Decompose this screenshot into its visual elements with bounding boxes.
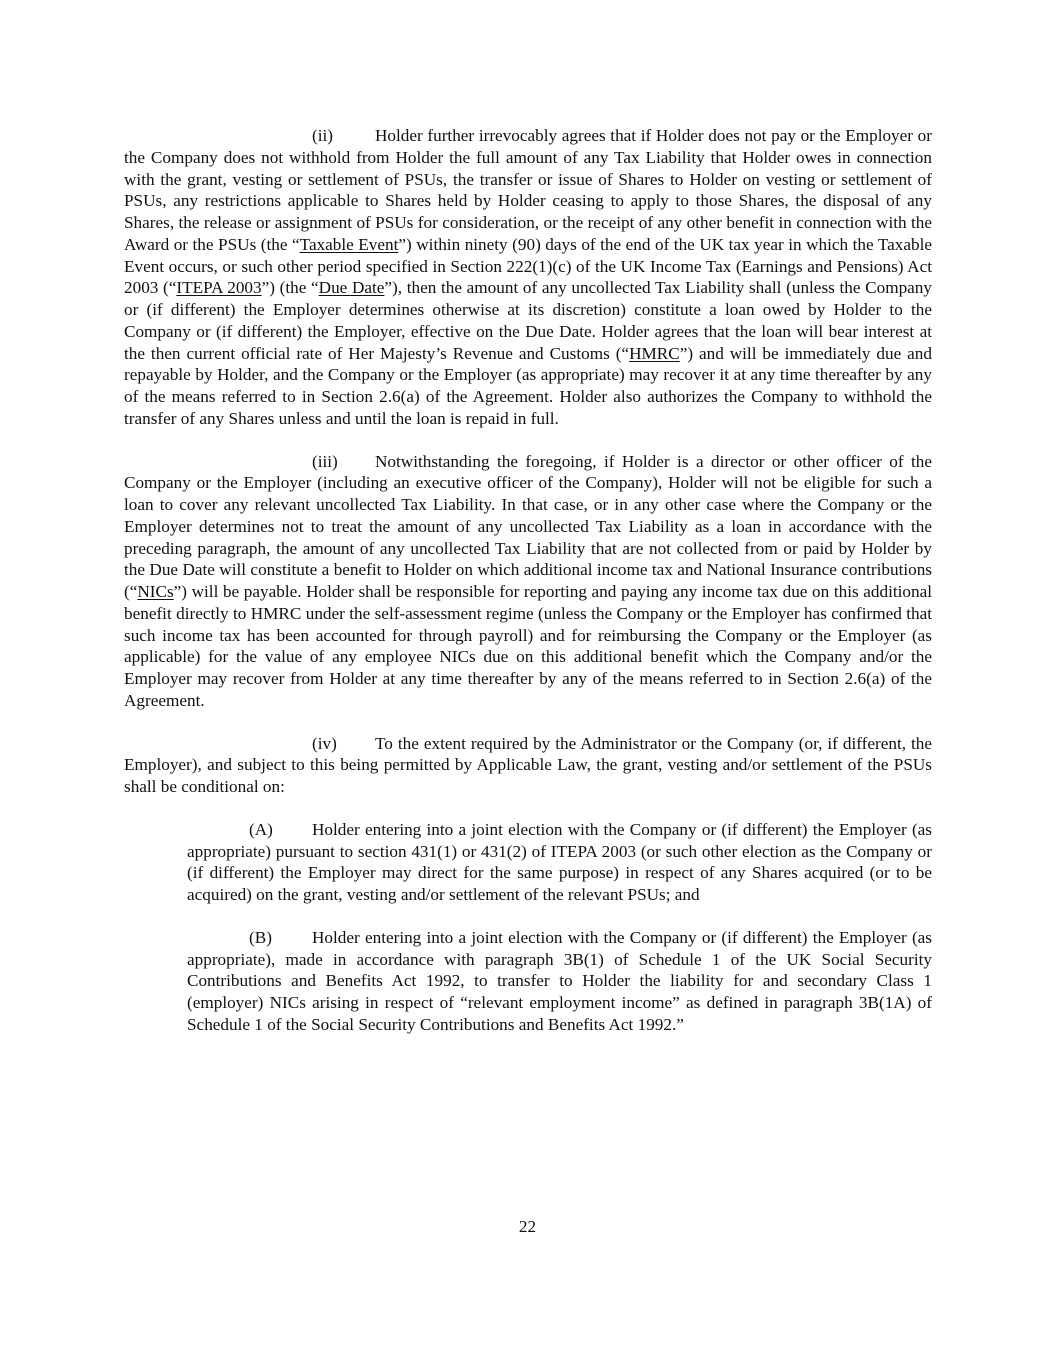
paragraph-text: ”) and will be immediately due and repayable by Holder, and the Company or the Employer (as appropriate) may recover it at any time thereafter by any of the means referred to in Section 2.6(a) of the Agreement. Holder also authorizes the Company to withhold the transfer of any Shares unless and until the loan is repaid in full. bbox=[124, 343, 932, 428]
defined-term-itepa: ITEPA 2003 bbox=[176, 278, 262, 298]
paragraph-text: ”), then the amount of any uncollected Tax Liability shall (unless the Company or (if different) the Employer determines otherwise at its discretion) constitute a loan owed by Holder to the Company or (if different) the Employer, effective on the Due Date. Holder agrees that the loan will bear interest at the then current official rate of Her Majesty’s Revenue and Customs (“ bbox=[124, 278, 932, 363]
paragraph-label: (iv) bbox=[312, 733, 337, 753]
defined-term-due-date: Due Date bbox=[318, 278, 385, 298]
paragraph-text: ”) will be payable. Holder shall be responsible for reporting and paying any income tax due on this additional benefit directly to HMRC under the self-assessment regime (unless the Company or the Employer has confirmed that such income tax has been accounted for through payroll) and for reimbursing the Company or the Employer (as applicable) for the value of any employee NICs due on this additional benefit which the Company and/or the Employer may recover from Holder at any time thereafter by any of the means referred to in Section 2.6(a) of the Agreement. bbox=[124, 582, 932, 710]
document-body bbox=[124, 125, 932, 1057]
paragraph-label: (iii) bbox=[312, 451, 338, 471]
defined-term-hmrc: HMRC bbox=[629, 343, 680, 363]
paragraph-text: Holder further irrevocably agrees that if Holder does not pay or the Employer or the Company does not withhold from Holder the full amount of any Tax Liability that Holder owes in connection with the grant, vesting or settlement of PSUs, the transfer or issue of Shares to Holder on vesting or settlement of PSUs, any restrictions applicable to Shares held by Holder ceasing to apply to those Shares, the disposal of any Shares, the release or assignment of PSUs for consideration, or the receipt of any other benefit in connection with the Award or the PSUs (the “ bbox=[124, 126, 932, 254]
paragraph-iv bbox=[124, 733, 932, 798]
paragraph-text: ”) within ninety (90) days of the end of the UK tax year in which the Taxable Event occurs, or such other period specified in Section 222(1)(c) of the UK Income Tax (Earnings and Pensions) Act 2003 (“ bbox=[124, 234, 932, 298]
paragraph-text: ”) (the “ bbox=[261, 278, 319, 298]
subparagraph-label: (B) bbox=[249, 927, 272, 947]
paragraph-label: (ii) bbox=[312, 126, 333, 145]
paragraph-text: To the extent required by the Administrator or the Company (or, if different, the Employer), and subject to this being permitted by Applicable Law, the grant, vesting and/or settlement of the PSUs shall be conditional on: bbox=[124, 733, 932, 796]
paragraph-text: Notwithstanding the foregoing, if Holder is a director or other officer of the Company or the Employer (including an executive officer of the Company), Holder will not be eligible for such a loan to cover any relevant uncollected Tax Liability. In that case, or in any other case where the Company or the Employer determines not to treat the amount of any uncollected Tax Liability as a loan in accordance with the preceding paragraph, the amount of any uncollected Tax Liability that are not collected from or paid by Holder by the Due Date will constitute a benefit to Holder on which additional income tax and National Insurance contributions (“ bbox=[124, 451, 932, 601]
paragraph-iii bbox=[124, 451, 932, 712]
subparagraph-text: Holder entering into a joint election with the Company or (if different) the Employer (as appropriate), made in accordance with paragraph 3B(1) of Schedule 1 of the UK Social Security Contributions and Benefits Act 1992, to transfer to Holder the liability for and secondary Class 1 (employer) NICs arising in respect of “relevant employment income” as defined in paragraph 3B(1A) of Schedule 1 of the Social Security Contributions and Benefits Act 1992.” bbox=[187, 927, 932, 1034]
subparagraph-text: Holder entering into a joint election with the Company or (if different) the Employer (as appropriate) pursuant to section 431(1) or 431(2) of ITEPA 2003 (or such other election as the Company or (if different) the Employer may direct for the same purpose) in respect of any Shares acquired (or to be acquired) on the grant, vesting and/or settlement of the relevant PSUs; and bbox=[187, 819, 932, 904]
subparagraph-a bbox=[187, 819, 932, 906]
paragraph-ii bbox=[124, 125, 932, 430]
page-number: 22 bbox=[518, 1217, 537, 1236]
subparagraph-b bbox=[187, 927, 932, 1036]
subparagraph-label: (A) bbox=[249, 819, 273, 839]
defined-term-nics: NICs bbox=[137, 582, 174, 601]
defined-term-taxable-event: Taxable Event bbox=[299, 234, 399, 254]
